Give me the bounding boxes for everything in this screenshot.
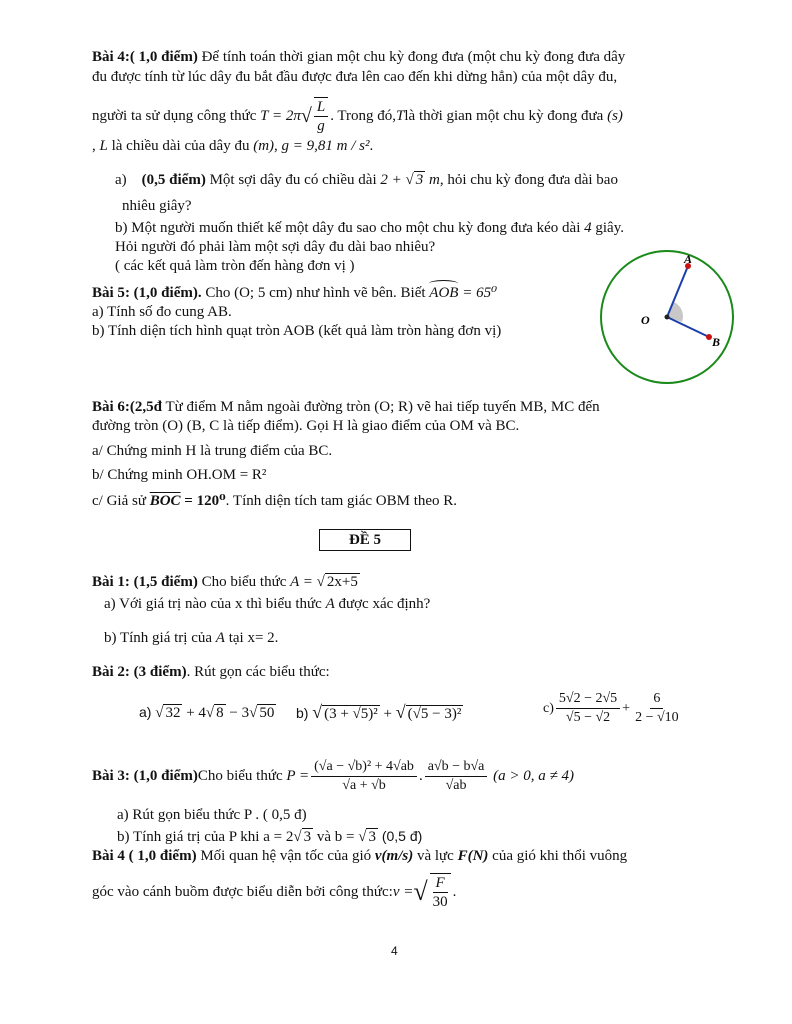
d5-bai2-c-num1: 5√2 − 2√5 — [556, 690, 620, 709]
d5-bai2-c — [543, 690, 684, 727]
d5-bai2-b-plus: + — [379, 706, 396, 722]
sqrt-sign-icon: √ — [395, 702, 406, 722]
label-A: A — [684, 252, 693, 266]
d5-bai2-a-op2: − 3 — [225, 705, 250, 721]
bai4-qa-text2: , hỏi chu kỳ đong đưa dài bao — [439, 172, 618, 188]
d5-bai4-v: v(m/s) — [374, 848, 414, 864]
d5-bai3-title: Bài 3: (1,0 điểm) — [92, 767, 198, 784]
bai5-qb: b) Tính diện tích hình quạt tròn AOB (kết quả làm tròn hàng đơn vị) — [92, 323, 502, 339]
bai5-text1: Cho (O; 5 cm) như hình vẽ bên. Biết — [201, 285, 430, 301]
bai6-line1-text: Từ điểm M nằm ngoài đường tròn (O; R) vẽ hai tiếp tuyến MB, MC đến — [162, 399, 600, 415]
bai4-line3-post: . Trong đó, — [330, 108, 397, 124]
d5-bai4-frac-num: F — [433, 874, 448, 893]
sqrt-sign-icon: √ — [293, 829, 302, 845]
d5-bai2-b-r1: (3 + √5)² — [324, 706, 378, 722]
bai4-line3-tail: là thời gian một chu kỳ đong đưa — [404, 108, 604, 124]
d5-bai4-frac — [430, 873, 451, 911]
d5-bai3-dot: . — [418, 767, 423, 784]
d5-bai2-a-op1: + 4 — [182, 705, 206, 721]
bai4-line4-b: là chiều dài của dây đu — [107, 138, 254, 154]
formula-T-fraction — [314, 97, 328, 135]
formula-T-num: L — [314, 98, 328, 117]
d5-bai1-qb-post: tại x= 2. — [224, 630, 279, 646]
sqrt-sign-icon: √ — [300, 105, 312, 127]
d5-bai4-frac-den: 30 — [432, 894, 448, 910]
bai4-qb-num: 4 — [584, 220, 592, 236]
d5-bai3-qb — [117, 826, 422, 847]
bai4-qa-len-a: 2 + — [380, 172, 406, 188]
d5-bai2-c-label: c) — [543, 700, 554, 716]
bai5-line1 — [92, 283, 497, 303]
bai5-title2: : (1,0 điểm). — [124, 285, 202, 301]
bai6-qc-angle: $\overline{BOC}$ — [149, 493, 181, 509]
bai4-line3 — [92, 97, 623, 135]
d5-bai1-qa-pre: a) Với giá trị nào của x thì biểu thức — [104, 596, 326, 612]
d5-bai4-F: F(N) — [457, 848, 489, 864]
d5-bai1-qa-A: A — [325, 596, 335, 612]
d5-bai3-qb-r1: 3 — [303, 829, 312, 845]
radius-OB — [667, 317, 709, 337]
sqrt-sign-icon: √ — [249, 705, 258, 721]
d5-bai2-a-r3: 50 — [259, 705, 275, 721]
gravity-value: , g = 9,81 m / s² — [274, 138, 370, 154]
unit-s: (s) — [607, 108, 623, 124]
arc-hat-icon — [429, 280, 458, 287]
bai6-title: Bài 6:(2,5đ — [92, 399, 163, 415]
bai4-line1-text: Để tính toán thời gian một chu kỳ đong đưa (một chu kỳ đong đưa dây — [197, 49, 626, 65]
d5-bai2-c-den2: 2 − √10 — [635, 710, 679, 725]
d5-bai2-b-label: b) — [296, 705, 309, 721]
d5-bai2-a-r1: 32 — [165, 705, 181, 721]
bai4-qa-line2: nhiêu giây? — [122, 198, 192, 214]
bai4-qa-len-rad: 3 — [415, 172, 424, 188]
arc-AOB-value: = 65⁰ — [458, 285, 498, 301]
d5-bai2-b — [296, 702, 463, 724]
de5-heading: ĐỀ 5 — [319, 529, 411, 551]
d5-bai4-text3: của gió khi thổi vuông — [488, 848, 628, 864]
formula-T-den: g — [317, 118, 325, 134]
arc-AOB — [429, 283, 458, 303]
d5-bai2-text: . Rút gọn các biểu thức: — [186, 664, 330, 680]
bai4-line2: đu được tính từ lúc dây đu bắt đầu được đưa lên cao đến khi dừng hẳn) của một dây đu, — [92, 69, 618, 85]
unit-m: (m) — [253, 138, 275, 154]
bai4-line4-end: . — [369, 138, 374, 154]
sqrt-sign-icon: √ — [155, 705, 164, 721]
bai6-qc-val: = 120⁰ — [180, 493, 226, 509]
d5-bai2-c-frac2 — [632, 690, 682, 727]
d5-bai1-text: Cho biểu thức — [197, 574, 291, 590]
d5-bai3-text: Cho biểu thức — [197, 767, 283, 784]
bai6-qb: b/ Chứng minh OH.OM = R² — [92, 467, 267, 483]
d5-bai2-c-den1: √5 − √2 — [565, 710, 611, 725]
bai4-qb-line2: Hỏi người đó phải làm một sợi dây đu dài bao nhiêu? — [115, 239, 436, 255]
sqrt-sign-icon: √ — [358, 829, 367, 845]
circle-figure — [590, 248, 740, 388]
bai6-line1 — [92, 397, 600, 417]
bai4-qc: ( các kết quả làm tròn đến hàng đơn vị ) — [115, 258, 355, 274]
d5-bai3-line1 — [92, 748, 574, 804]
d5-bai4-line1 — [92, 846, 627, 866]
bai4-qa-points: (0,5 điểm) — [141, 172, 206, 188]
bai4-qb-line1 — [115, 218, 624, 238]
bai5-title: Bài 5 — [92, 285, 125, 301]
bai4-line4 — [92, 136, 373, 156]
d5-bai2-c-num2: 6 — [650, 690, 663, 709]
d5-bai2-title: Bài 2: (3 điểm) — [92, 664, 187, 680]
bai4-qa-text1: Một sợi dây đu có chiều dài — [205, 172, 381, 188]
d5-bai2-b-r2: (√5 − 3)² — [407, 706, 462, 722]
d5-bai3-den2: √ab — [445, 777, 467, 793]
d5-bai2-c-frac1 — [556, 690, 620, 727]
bai6-line2: đường tròn (O) (B, C là tiếp điểm). Gọi H là giao điểm của OM và BC. — [92, 418, 520, 434]
d5-bai3-num1: (√a − √b)² + 4√ab — [311, 758, 417, 777]
formula-T-lhs: T = 2π — [260, 108, 301, 124]
d5-bai3-num2: a√b − b√a — [425, 758, 488, 777]
d5-bai4-title: Bài 4 ( 1,0 điểm) — [92, 848, 197, 864]
d5-bai4-v-eq: v = — [392, 883, 414, 900]
d5-bai1-qa-post: được xác định? — [334, 596, 431, 612]
d5-bai4-text1: Mối quan hệ vận tốc của gió — [196, 848, 375, 864]
bai4-qa-len-unit: m — [425, 172, 440, 188]
bai4-line3-pre: người ta sử dụng công thức — [92, 108, 257, 124]
sqrt-sign-icon: √ — [405, 172, 414, 188]
d5-bai3-qb-r2: 3 — [368, 829, 376, 845]
d5-bai3-cond: (a > 0, a ≠ 4) — [493, 767, 574, 784]
d5-bai2-c-plus: + — [622, 700, 631, 716]
d5-bai4-end: . — [452, 883, 457, 900]
page-number: 4 — [391, 944, 398, 958]
bai4-qb-text1b: giây. — [591, 220, 624, 236]
arc-AOB-label: AOB — [429, 285, 459, 301]
d5-bai2-a-label: a) — [139, 704, 152, 720]
d5-bai1-line1 — [92, 572, 360, 592]
d5-bai1-qb-A: A — [215, 630, 225, 646]
d5-bai3-frac1 — [311, 758, 417, 795]
bai6-qc-pre: c/ Giả sử — [92, 493, 150, 509]
label-O: O — [641, 313, 650, 327]
bai4-qb-text1: b) Một người muốn thiết kế một dây đu sao cho một chu kỳ đong đưa kéo dài — [115, 220, 585, 236]
d5-bai1-title: Bài 1: (1,5 điểm) — [92, 574, 198, 590]
label-B: B — [712, 335, 721, 349]
d5-bai3-den1: √a + √b — [342, 777, 386, 793]
d5-bai1-qa — [104, 594, 430, 614]
bai5-qa: a) Tính số đo cung AB. — [92, 304, 232, 320]
sqrt-sign-icon: √ — [316, 574, 325, 590]
sqrt-sign-icon: √ — [312, 702, 323, 722]
bai6-qc — [92, 491, 457, 511]
d5-bai3-frac2 — [425, 758, 488, 795]
sqrt-sign-icon: √ — [413, 877, 428, 906]
d5-bai2-line1 — [92, 662, 330, 682]
d5-bai4-line2 — [92, 866, 456, 918]
d5-bai2-a — [139, 702, 276, 723]
bai4-var-L: L — [99, 138, 108, 154]
d5-bai1-qb — [104, 628, 278, 648]
bai4-qa-line1 — [115, 170, 618, 190]
d5-bai1-lhs: A = — [290, 574, 317, 590]
bai4-var-T: T — [396, 108, 405, 124]
sqrt-sign-icon: √ — [205, 705, 215, 721]
d5-bai3-qb-post: (0,5 đ) — [377, 828, 423, 844]
bai4-title: Bài 4:( 1,0 điểm) — [92, 49, 198, 65]
bai6-qa: a/ Chứng minh H là trung điểm của BC. — [92, 443, 333, 459]
d5-bai4-text2: và lực — [413, 848, 458, 864]
d5-bai1-qb-pre: b) Tính giá trị của — [104, 630, 216, 646]
point-O — [665, 315, 670, 320]
d5-bai1-radicand: 2x+5 — [326, 574, 358, 590]
d5-bai4-line2-text: góc vào cánh buồm được biểu diễn bởi công thức: — [92, 883, 393, 900]
d5-bai3-P: P = — [286, 767, 310, 784]
bai4-line4-a: , — [92, 138, 100, 154]
bai4-qa-label: a) — [115, 172, 127, 188]
bai6-qc-post: . Tính diện tích tam giác OBM theo R. — [225, 493, 458, 509]
d5-bai2-a-r2: 8 — [216, 705, 224, 721]
bai4-line1 — [92, 47, 625, 67]
d5-bai3-qb-pre: b) Tính giá trị của P khi a = 2 — [117, 829, 294, 845]
d5-bai3-qa: a) Rút gọn biểu thức P . ( 0,5 đ) — [117, 807, 307, 823]
d5-bai3-qb-mid: và b = — [313, 829, 359, 845]
